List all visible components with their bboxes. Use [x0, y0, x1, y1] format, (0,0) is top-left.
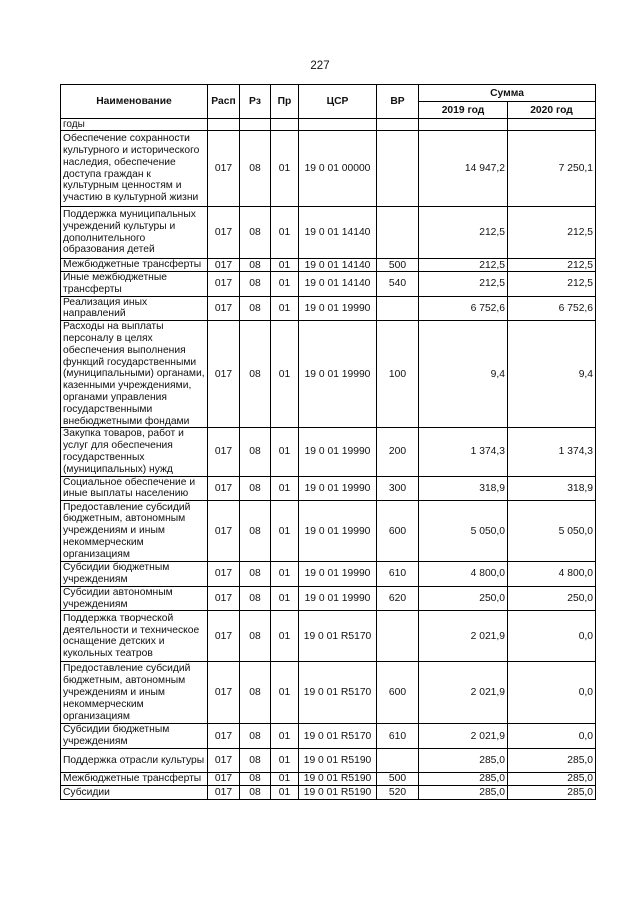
cell-rasp: 017: [208, 748, 240, 772]
cell-vr: 600: [377, 501, 419, 562]
cell-vr: [377, 748, 419, 772]
cell-rasp: 017: [208, 259, 240, 272]
cell-vr: [377, 207, 419, 259]
cell-sum-2020: 212,5: [508, 207, 596, 259]
cell-csr: 19 0 01 19990: [299, 296, 377, 321]
cell-sum-2019: 14 947,2: [419, 131, 508, 207]
cell-name: Субсидии: [61, 785, 208, 799]
cell-csr: 19 0 01 19990: [299, 321, 377, 428]
cell-csr: 19 0 01 19990: [299, 562, 377, 587]
cell-rasp: 017: [208, 476, 240, 501]
cell-sum-2020: 285,0: [508, 785, 596, 799]
page-number: 227: [310, 60, 330, 72]
table-row: [61, 724, 596, 749]
cell-sum-2019: 2 021,9: [419, 611, 508, 662]
cell-vr: 620: [377, 586, 419, 611]
continuation-text: годы: [61, 119, 208, 131]
cell-name: Поддержка муниципальных учреждений культуры и дополнительного образования детей: [61, 207, 208, 259]
cell-vr: 200: [377, 428, 419, 476]
table-row: [61, 321, 596, 428]
budget-table: [60, 84, 596, 800]
cell-sum-2019: 2 021,9: [419, 662, 508, 724]
header-pr: Пр: [271, 85, 299, 119]
cell-sum-2019: 4 800,0: [419, 562, 508, 587]
cell-vr: [377, 611, 419, 662]
cell-rz: 08: [240, 562, 271, 587]
cell-sum-2020: 9,4: [508, 321, 596, 428]
cell-csr: 19 0 01 R5190: [299, 748, 377, 772]
cell-pr: 01: [271, 748, 299, 772]
cell-sum-2020: 0,0: [508, 662, 596, 724]
table-row: [61, 785, 596, 799]
cell-rasp: 017: [208, 501, 240, 562]
cell-pr: 01: [271, 586, 299, 611]
header-year-2019: 2019 год: [419, 102, 508, 119]
cell-csr: 19 0 01 00000: [299, 131, 377, 207]
header-rasp: Расп: [208, 85, 240, 119]
cell-sum-2019: 318,9: [419, 476, 508, 501]
header-name: Наименование: [61, 85, 208, 119]
cell-pr: 01: [271, 428, 299, 476]
cell-sum-2020: 285,0: [508, 748, 596, 772]
cell-sum-2019: 5 050,0: [419, 501, 508, 562]
cell-rz: 08: [240, 501, 271, 562]
header-sum: Сумма: [419, 85, 596, 102]
cell-rz: 08: [240, 662, 271, 724]
cell-rz: 08: [240, 272, 271, 297]
cell-csr: 19 0 01 14140: [299, 207, 377, 259]
cell-csr: 19 0 01 19990: [299, 501, 377, 562]
cell-name: Субсидии бюджетным учреждениям: [61, 562, 208, 587]
cell-rasp: 017: [208, 662, 240, 724]
cell-sum-2019: 285,0: [419, 785, 508, 799]
cell-csr: 19 0 01 19990: [299, 476, 377, 501]
cell-sum-2020: 1 374,3: [508, 428, 596, 476]
cell-name: Закупка товаров, работ и услуг для обеспечения государственных (муниципальных) нужд: [61, 428, 208, 476]
cell-vr: [377, 131, 419, 207]
cell-name: Предоставление субсидий бюджетным, автономным учреждениям и иным некоммерческим организациям: [61, 662, 208, 724]
cell-rz: 08: [240, 428, 271, 476]
cell-csr: 19 0 01 19990: [299, 586, 377, 611]
cell-sum-2019: 285,0: [419, 748, 508, 772]
cell-sum-2020: 7 250,1: [508, 131, 596, 207]
header-year-2020: 2020 год: [508, 102, 596, 119]
header-vr: ВР: [377, 85, 419, 119]
table-row: [61, 207, 596, 259]
cell-csr: 19 0 01 R5170: [299, 724, 377, 749]
cell-name: Расходы на выплаты персоналу в целях обеспечения выполнения функций государственными (муниципальными) органами, казенными учреждениями, органами управления государственными внебюджетными фондами: [61, 321, 208, 428]
cell-pr: 01: [271, 259, 299, 272]
cell-pr: 01: [271, 562, 299, 587]
cell-name: Предоставление субсидий бюджетным, автономным учреждениям и иным некоммерческим организациям: [61, 501, 208, 562]
table-row: [61, 428, 596, 476]
cell-rz: 08: [240, 772, 271, 785]
cell-pr: 01: [271, 321, 299, 428]
cell-rasp: 017: [208, 724, 240, 749]
cell-csr: 19 0 01 14140: [299, 259, 377, 272]
table-row: [61, 296, 596, 321]
cell-sum-2020: 212,5: [508, 272, 596, 297]
cell-rasp: 017: [208, 321, 240, 428]
cell-rasp: 017: [208, 772, 240, 785]
cell-sum-2019: 250,0: [419, 586, 508, 611]
cell-pr: 01: [271, 662, 299, 724]
cell-sum-2019: 6 752,6: [419, 296, 508, 321]
cell-pr: 01: [271, 611, 299, 662]
cell-pr: 01: [271, 724, 299, 749]
cell-csr: 19 0 01 R5170: [299, 662, 377, 724]
cell-pr: 01: [271, 296, 299, 321]
cell-rz: 08: [240, 748, 271, 772]
cell-sum-2019: 1 374,3: [419, 428, 508, 476]
cell-name: Поддержка творческой деятельности и техническое оснащение детских и кукольных театров: [61, 611, 208, 662]
cell-vr: 610: [377, 724, 419, 749]
table-row: [61, 476, 596, 501]
cell-rz: 08: [240, 611, 271, 662]
cell-csr: 19 0 01 R5190: [299, 785, 377, 799]
table-row: [61, 272, 596, 297]
cell-vr: 100: [377, 321, 419, 428]
cell-pr: 01: [271, 772, 299, 785]
cell-sum-2020: 250,0: [508, 586, 596, 611]
continuation-row: [61, 119, 596, 131]
cell-csr: 19 0 01 19990: [299, 428, 377, 476]
cell-vr: 540: [377, 272, 419, 297]
cell-sum-2019: 2 021,9: [419, 724, 508, 749]
cell-name: Обеспечение сохранности культурного и исторического наследия, обеспечение доступа граждан к культурным ценностям и участию в культурной жизни: [61, 131, 208, 207]
cell-rz: 08: [240, 724, 271, 749]
cell-rz: 08: [240, 321, 271, 428]
cell-name: Социальное обеспечение и иные выплаты населению: [61, 476, 208, 501]
cell-vr: 600: [377, 662, 419, 724]
header-csr: ЦСР: [299, 85, 377, 119]
cell-sum-2019: 212,5: [419, 272, 508, 297]
cell-pr: 01: [271, 207, 299, 259]
cell-rasp: 017: [208, 207, 240, 259]
cell-rz: 08: [240, 207, 271, 259]
cell-vr: 500: [377, 772, 419, 785]
cell-vr: 300: [377, 476, 419, 501]
cell-pr: 01: [271, 476, 299, 501]
cell-rz: 08: [240, 586, 271, 611]
cell-csr: 19 0 01 R5170: [299, 611, 377, 662]
header-rz: Рз: [240, 85, 271, 119]
table-row: [61, 772, 596, 785]
cell-sum-2020: 5 050,0: [508, 501, 596, 562]
cell-sum-2019: 212,5: [419, 259, 508, 272]
cell-sum-2020: 318,9: [508, 476, 596, 501]
cell-vr: 500: [377, 259, 419, 272]
cell-sum-2020: 4 800,0: [508, 562, 596, 587]
table-row: [61, 611, 596, 662]
cell-rz: 08: [240, 296, 271, 321]
cell-name: Поддержка отрасли культуры: [61, 748, 208, 772]
cell-rasp: 017: [208, 562, 240, 587]
cell-rasp: 017: [208, 428, 240, 476]
cell-name: Реализация иных направлений: [61, 296, 208, 321]
table-row: [61, 131, 596, 207]
cell-name: Межбюджетные трансферты: [61, 772, 208, 785]
table-row: [61, 562, 596, 587]
cell-rz: 08: [240, 476, 271, 501]
table-row: [61, 259, 596, 272]
cell-sum-2019: 212,5: [419, 207, 508, 259]
cell-rz: 08: [240, 131, 271, 207]
cell-csr: 19 0 01 R5190: [299, 772, 377, 785]
table-row: [61, 662, 596, 724]
cell-pr: 01: [271, 785, 299, 799]
cell-vr: 610: [377, 562, 419, 587]
cell-name: Иные межбюджетные трансферты: [61, 272, 208, 297]
cell-sum-2020: 6 752,6: [508, 296, 596, 321]
cell-vr: 520: [377, 785, 419, 799]
table-row: [61, 586, 596, 611]
cell-sum-2020: 0,0: [508, 724, 596, 749]
cell-rasp: 017: [208, 296, 240, 321]
cell-sum-2020: 212,5: [508, 259, 596, 272]
cell-rz: 08: [240, 785, 271, 799]
cell-sum-2019: 285,0: [419, 772, 508, 785]
cell-csr: 19 0 01 14140: [299, 272, 377, 297]
cell-rz: 08: [240, 259, 271, 272]
cell-sum-2020: 285,0: [508, 772, 596, 785]
cell-sum-2019: 9,4: [419, 321, 508, 428]
cell-name: Субсидии бюджетным учреждениям: [61, 724, 208, 749]
cell-pr: 01: [271, 501, 299, 562]
table-row: [61, 501, 596, 562]
cell-vr: [377, 296, 419, 321]
cell-pr: 01: [271, 131, 299, 207]
cell-rasp: 017: [208, 272, 240, 297]
cell-pr: 01: [271, 272, 299, 297]
cell-name: Субсидии автономным учреждениям: [61, 586, 208, 611]
cell-sum-2020: 0,0: [508, 611, 596, 662]
cell-rasp: 017: [208, 131, 240, 207]
cell-rasp: 017: [208, 586, 240, 611]
cell-name: Межбюджетные трансферты: [61, 259, 208, 272]
table-row: [61, 748, 596, 772]
cell-rasp: 017: [208, 785, 240, 799]
cell-rasp: 017: [208, 611, 240, 662]
